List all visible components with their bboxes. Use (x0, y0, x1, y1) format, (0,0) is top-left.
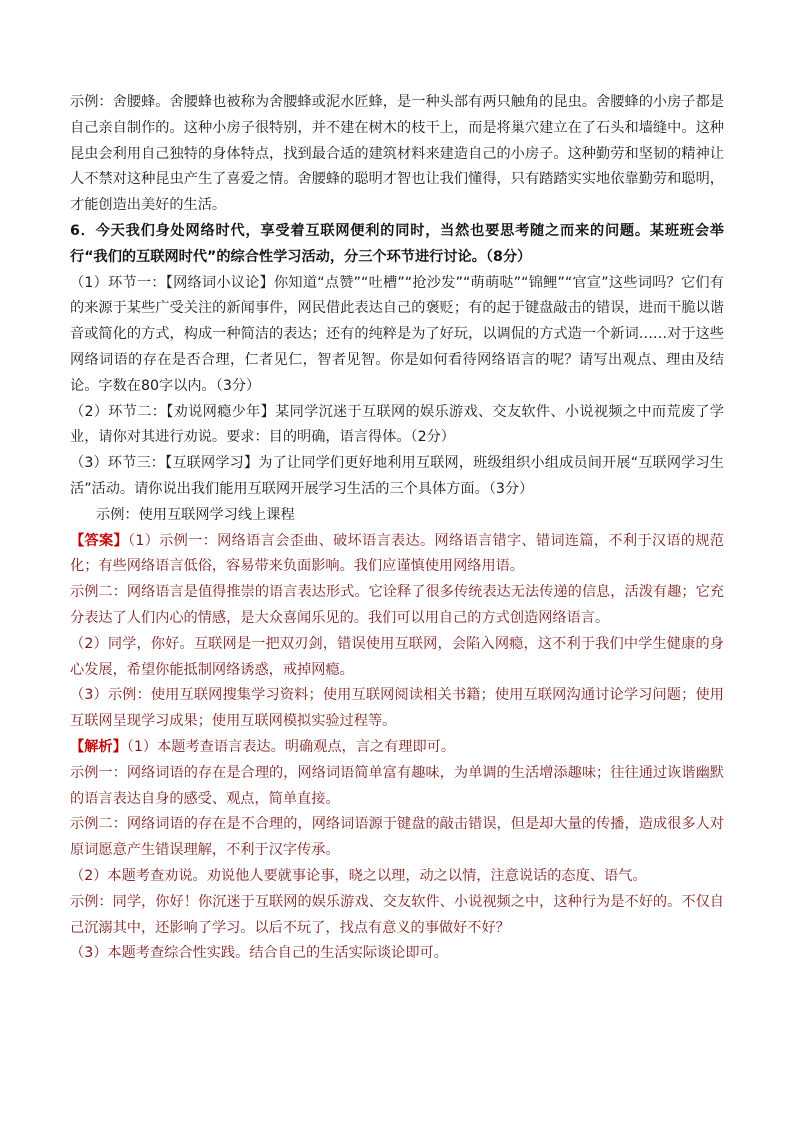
analysis-1 (70, 735, 724, 761)
answer-1b: 示例二：网络语言是值得推崇的语言表达形式。它诠释了很多传统表达无法传递的信息，活泼有趣；它充分表达了人们内心的情感，是大众喜闻乐见的。我们可以用自己的方式创造网络语言。 (70, 584, 724, 626)
analysis-tag: 【解析】 (70, 738, 127, 755)
analysis-2a: 示例：同学，你好！你沉迷于互联网的娱乐游戏、交友软件、小说视频之中，这种行为是不好的。不仅自己沉溺其中，还影响了学习。以后不玩了，找点有意义的事做好不好？ (70, 893, 724, 936)
answer-tag: 【答案】 (70, 532, 128, 549)
analysis-1-text: （1）本题考查语言表达。明确观点，言之有理即可。 (126, 738, 456, 755)
intro-example: 示例：舍腰蜂。舍腰蜂也被称为舍腰蜂或泥水匠蜂，是一种头部有两只触角的昆虫。舍腰蜂的小房子都是自己亲自制作的。这种小房子很特别，并不建在树木的枝干上，而是将巢穴建立在了石头和墙缝中。这种昆虫会利用自己独特的身体特点，找到最合适的建筑材料来建造自己的小房子。这种勤劳和坚韧的精神让人不禁对这种昆虫产生了喜爱之情。舍腰蜂的聪明才智也让我们懂得，只有踏踏实实地依靠勤劳和聪明，才能创造出美好的生活。 (70, 94, 724, 214)
answer-1a-text: （1）示例一：网络语言会歪曲、破坏语言表达。网络语言错字、错词连篇，不利于汉语的规范化；有些网络语言低俗，容易带来负面影响。我们应谨慎使用网络用语。 (70, 532, 724, 575)
analysis-1a: 示例一：网络词语的存在是合理的，网络词语简单富有趣味，为单调的生活增添趣味；往往通过诙谐幽默的语言表达自身的感受、观点，简单直接。 (70, 764, 724, 807)
sub-question-2: （2）环节二：【劝说网瘾少年】某同学沉迷于互联网的娱乐游戏、交友软件、小说视频之中而荒废了学业，请你对其进行劝说。要求：目的明确，语言得体。（2分） (70, 403, 724, 446)
answer-1a (70, 529, 724, 581)
analysis-2: （2）本题考查劝说。劝说他人要就事论事，晓之以理，动之以情，注意说话的态度、语气。 (70, 867, 647, 884)
answer-2: （2）同学，你好。互联网是一把双刃剑，错误使用互联网，会陷入网瘾，这不利于我们中学生健康的身心发展，希望你能抵制网络诱惑，戒掉网瘾。 (70, 635, 724, 678)
sub-question-3-example: 示例：使用互联网学习线上课程 (96, 506, 295, 523)
answer-3: （3）示例：使用互联网搜集学习资料；使用互联网阅读相关书籍；使用互联网沟通讨论学习问题；使用互联网呈现学习成果；使用互联网模拟实验过程等。 (70, 687, 724, 730)
sub-question-1: （1）环节一：【网络词小议论】你知道“点赞”“吐槽”“抢沙发”“萌萌哒”“锦鲤”“官宣”这些词吗？它们有的来源于某些广受关注的新闻事件，网民借此表达自己的褒贬；有的起于键盘敲击的错误，进而干脆以谐音或简化的方式，构成一种简洁的表达；还有的纯粹是为了好玩，以调侃的方式造一个新词……对于这些网络词语的存在是否合理，仁者见仁，智者见智。你是如何看待网络语言的呢？请写出观点、理由及结论。字数在80字以内。（3分） (70, 274, 724, 394)
analysis-3: （3）本题考查综合性实践。结合自己的生活实际谈论即可。 (70, 945, 448, 962)
sub-question-3: （3）环节三：【互联网学习】为了让同学们更好地利用互联网，班级组织小组成员间开展“互联网学习生活”活动。请你说出我们能用互联网开展学习生活的三个具体方面。（3分） (70, 455, 724, 497)
question-6: 6．今天我们身处网络时代，享受着互联网便利的同时，当然也要思考随之而来的问题。某班班会举行“我们的互联网时代”的综合性学习活动，分三个环节进行讨论。（8分） (70, 222, 724, 265)
analysis-1b: 示例二：网络词语的存在是不合理的，网络词语源于键盘的敲击错误，但是却大量的传播，造成很多人对原词愿意产生错误理解，不利于汉字传承。 (70, 816, 724, 859)
